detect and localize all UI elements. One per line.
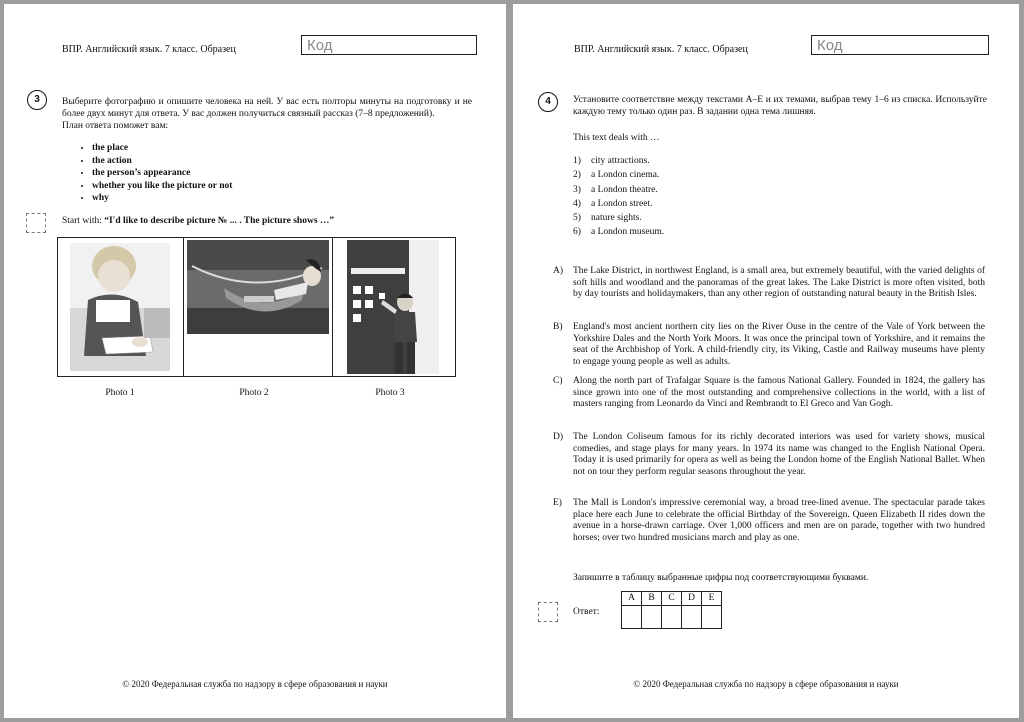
answer-label: Ответ: xyxy=(573,607,600,617)
topic-item xyxy=(573,197,664,211)
text-paragraph xyxy=(553,376,985,411)
task-instruction: Установите соответствие между текстами A–E и их темами, выбрав тему 1–6 из списка. Используйте каждую тему только один раз. В задании одна тема лишняя. xyxy=(573,95,987,117)
topic-item xyxy=(573,183,664,197)
photo-3-caption: Photo 3 xyxy=(375,388,405,398)
topic-number: 1) xyxy=(573,156,581,166)
plan-item: • the place xyxy=(92,142,232,155)
answer-cell[interactable] xyxy=(702,606,722,629)
page-header: ВПР. Английский язык. 7 класс. Образец xyxy=(62,44,236,55)
answer-plan-list xyxy=(62,142,232,205)
text-letter: B) xyxy=(553,322,563,332)
text-paragraph xyxy=(553,266,985,301)
answer-letter: D xyxy=(682,592,702,606)
page-footer: © 2020 Федеральная служба по надзору в сфере образования и науки xyxy=(633,679,899,689)
topic-item xyxy=(573,154,664,168)
topic-number: 6) xyxy=(573,227,581,238)
photo-3-image xyxy=(333,238,455,376)
photo-2-caption: Photo 2 xyxy=(239,388,269,398)
topic-item xyxy=(573,168,664,182)
photo-2[interactable] xyxy=(184,238,333,376)
text-body: The Lake District, in northwest England, is a small area, but extremely beautiful, with the varied delights of soft hills and woodland and the panoramas of the great lakes. The Lake District is more often visited, both by day tourists and holidaymakers, than any other region of outstanding natural beauty in the British Isles. xyxy=(573,266,985,300)
page-header: ВПР. Английский язык. 7 класс. Образец xyxy=(574,44,748,55)
page-right xyxy=(513,4,1019,718)
plan-item: • the person’s appearance xyxy=(92,167,232,180)
topic-text: a London cinema. xyxy=(591,170,660,181)
text-paragraph xyxy=(553,432,985,479)
topics-list xyxy=(573,154,664,240)
topic-text: a London museum. xyxy=(591,227,665,238)
answer-letter: E xyxy=(702,592,722,606)
score-box[interactable] xyxy=(538,602,558,622)
text-paragraph xyxy=(553,498,985,545)
answer-cell[interactable] xyxy=(642,606,662,629)
page-left xyxy=(4,4,506,718)
answer-table xyxy=(621,591,722,629)
text-letter: D) xyxy=(553,432,564,442)
table-instruction: Запишите в таблицу выбранные цифры под соответствующими буквами. xyxy=(573,573,869,583)
score-box[interactable] xyxy=(26,213,46,233)
photo-1[interactable] xyxy=(58,238,184,376)
task-instruction: Выберите фотографию и опишите человека на ней. У вас есть полторы минуты на подготовку и не более двух минут для ответа. У вас должен получиться связный рассказ (7–8 предложений). План ответа поможет вам: xyxy=(62,97,472,131)
topic-number: 5) xyxy=(573,213,581,224)
text-letter: E) xyxy=(553,498,562,508)
plan-item: • why xyxy=(92,192,232,205)
start-with-line: Start with: “I'd like to describe picture № ... . The picture shows …” xyxy=(62,216,335,226)
topic-number: 4) xyxy=(573,198,581,209)
photo-3[interactable] xyxy=(333,238,455,376)
text-paragraph xyxy=(553,322,985,369)
text-letter: A) xyxy=(553,266,564,276)
topic-number: 3) xyxy=(573,184,581,195)
topic-text: nature sights. xyxy=(591,213,642,224)
photo-2-image xyxy=(184,238,332,376)
text-body: The London Coliseum famous for its richly decorated interiors was used for variety shows, musical comedies, and stage plays for many years. In 1974 its name was changed to the English National Opera. Today it is used primarily for opera as well as being the London home of the English National Ballet. When not on tour they perform regular seasons throughout the year. xyxy=(573,432,985,478)
answer-letter: B xyxy=(642,592,662,606)
answer-cell[interactable] xyxy=(682,606,702,629)
kod-field[interactable]: Код xyxy=(811,35,989,55)
plan-intro: План ответа поможет вам: xyxy=(62,121,169,131)
text-body: Along the north part of Trafalgar Square is the famous National Gallery. Founded in 1824, the gallery has since grown into one of the most outstanding and comprehensive collections in the world, with a list of masters ranging from Leonardo da Vinci and Rembrandt to El Greco and Van Gogh. xyxy=(573,376,985,410)
text-body: England's most ancient northern city lies on the River Ouse in the centre of the Vale of York between the Yorkshire Dales and the North York Moors. It was once the principal town of Yorkshire, and it remains the seat of the Archbishop of York. A child-friendly city, its Viking, Castle and Railway museums have plenty to engage young people as well as adults. xyxy=(573,322,985,368)
task-number-badge: 4 xyxy=(538,92,558,112)
deals-with-line: This text deals with … xyxy=(573,133,660,143)
topic-item xyxy=(573,211,664,225)
answer-cell[interactable] xyxy=(622,606,642,629)
plan-item: • whether you like the picture or not xyxy=(92,180,232,193)
text-body: The Mall is London's impressive ceremonial way, a broad tree-lined avenue. The spectacular parade takes place here each June to celebrate the official Birthday of the Sovereign. Queen Elizabeth II rides down the avenue in a horse-drawn carriage. Over 1,000 officers and men are on parade, together with two hundred horses; over two hundred musicians march and play as one. xyxy=(573,498,985,544)
photo-1-caption: Photo 1 xyxy=(105,388,135,398)
answer-letter: A xyxy=(622,592,642,606)
topic-text: a London theatre. xyxy=(591,184,658,195)
photos-frame xyxy=(57,237,456,377)
photo-1-image xyxy=(58,238,183,376)
topic-number: 2) xyxy=(573,170,581,181)
topic-item xyxy=(573,225,664,239)
topic-text: a London street. xyxy=(591,198,653,209)
answer-letter: C xyxy=(662,592,682,606)
task-number-badge: 3 xyxy=(27,90,47,110)
answer-cell[interactable] xyxy=(662,606,682,629)
kod-field[interactable]: Код xyxy=(301,35,477,55)
text-letter: C) xyxy=(553,376,563,386)
topic-text: city attractions. xyxy=(591,156,650,166)
plan-item: • the action xyxy=(92,155,232,168)
page-footer: © 2020 Федеральная служба по надзору в сфере образования и науки xyxy=(122,679,388,689)
